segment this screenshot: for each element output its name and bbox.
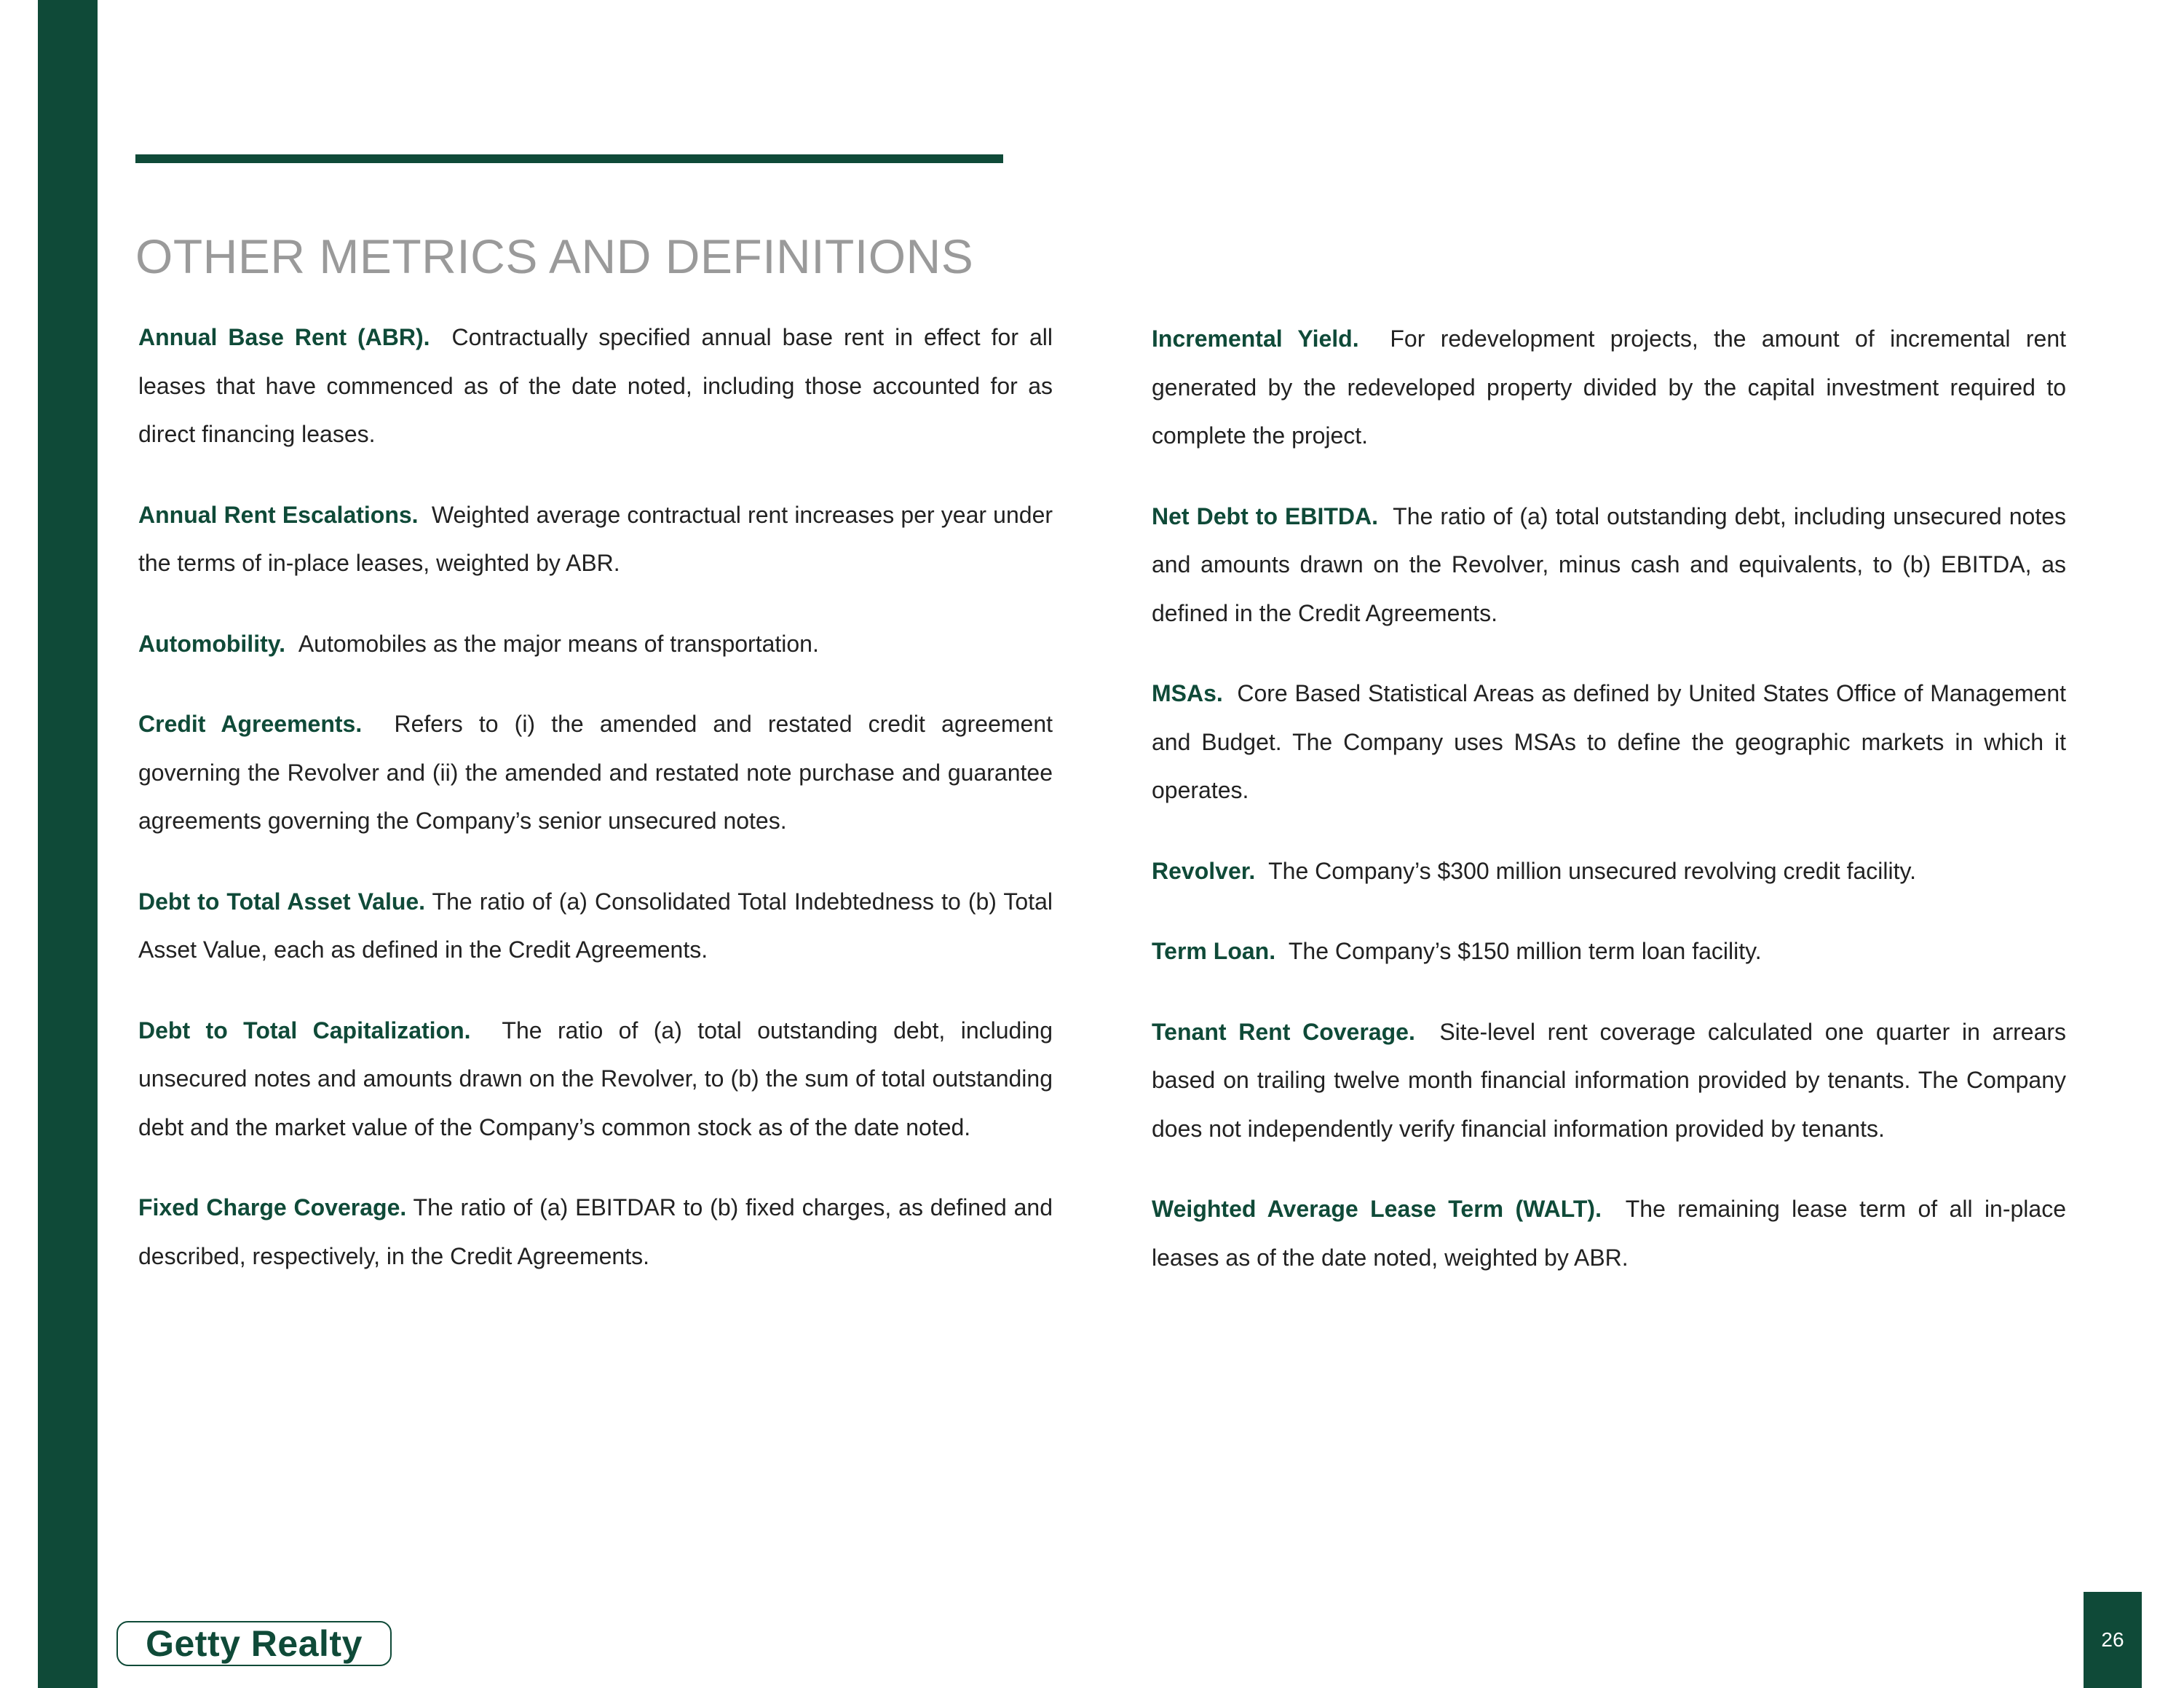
- definition-text: For redevelopment projects, the amount of incremental rent generated by the redeveloped property divided by the capital investment required to complete the project.: [1152, 326, 2067, 449]
- definition-tenant-rent-coverage: [1152, 1008, 2066, 1153]
- definition-text: Core Based Statistical Areas as defined by United States Office of Management and Budget. The Company uses MSAs to define the geographic markets in which it operates.: [1152, 680, 2067, 803]
- definition-text: Automobiles as the major means of transportation.: [298, 630, 819, 657]
- definition-text: Weighted average contractual rent increases per year under the terms of in-place leases, weighted by ABR.: [138, 501, 1053, 576]
- page-number: 26: [2084, 1592, 2142, 1688]
- definitions-right-column: [1152, 315, 2066, 1314]
- definition-fixed-charge-coverage: [138, 1183, 1053, 1280]
- definition-msas: [1152, 669, 2066, 815]
- definition-term: Fixed Charge Coverage.: [138, 1194, 407, 1220]
- definition-text: The remaining lease term of all in-place leases as of the date noted, weighted by ABR.: [1152, 1196, 2067, 1271]
- definition-term-loan: [1152, 927, 2066, 976]
- definition-term: Debt to Total Capitalization.: [138, 1017, 471, 1044]
- definition-term: Incremental Yield.: [1152, 326, 1359, 352]
- definition-term: Automobility.: [138, 630, 286, 657]
- definition-text: The ratio of (a) Consolidated Total Indebtedness to (b) Total Asset Value, each as defined in the Credit Agreements.: [138, 888, 1053, 963]
- definitions-left-column: [138, 313, 1053, 1312]
- definition-net-debt-to-ebitda: [1152, 492, 2066, 638]
- definition-incremental-yield: [1152, 315, 2066, 460]
- page-title: OTHER METRICS AND DEFINITIONS: [135, 229, 974, 284]
- definition-term: Annual Base Rent (ABR).: [138, 324, 430, 350]
- getty-realty-logo: Getty Realty: [116, 1621, 392, 1666]
- definition-text: The ratio of (a) total outstanding debt, including unsecured notes and amounts drawn on the Revolver, minus cash and equivalents, to (b) EBITDA, as defined in the Credit Agreements.: [1152, 502, 2067, 626]
- definition-text: Contractually specified annual base rent in effect for all leases that have commenced as of the date noted, including those accounted for as direct financing leases.: [138, 324, 1053, 447]
- definition-term: MSAs.: [1152, 680, 1223, 706]
- definition-debt-to-total-capitalization: [138, 1006, 1053, 1152]
- definition-automobility: [138, 620, 1053, 669]
- definition-revolver: [1152, 847, 2066, 896]
- definition-text: Site-level rent coverage calculated one quarter in arrears based on trailing twelve month financial information provided by tenants. The Company does not independently verify financial information provided by tenants.: [1152, 1018, 2067, 1142]
- definition-term: Credit Agreements.: [138, 711, 363, 737]
- definition-debt-to-total-asset-value: [138, 877, 1053, 974]
- definition-walt: [1152, 1185, 2066, 1282]
- definition-text: Refers to (i) the amended and restated credit agreement governing the Revolver and (ii) the amended and restated note purchase and guarantee agreements governing the Company’s senior unsecured notes.: [138, 711, 1053, 834]
- definition-term: Annual Rent Escalations.: [138, 501, 419, 528]
- definition-term: Net Debt to EBITDA.: [1152, 502, 1379, 529]
- definition-term: Revolver.: [1152, 857, 1256, 884]
- definition-text: The Company’s $150 million term loan facility.: [1288, 938, 1762, 964]
- definition-annual-base-rent: [138, 313, 1053, 459]
- definition-term: Tenant Rent Coverage.: [1152, 1018, 1415, 1045]
- definition-text: The ratio of (a) total outstanding debt, including unsecured notes and amounts drawn on the Revolver, to (b) the sum of total outstanding debt and the market value of the Company’s common stock as of the date noted.: [138, 1017, 1053, 1140]
- definition-term: Weighted Average Lease Term (WALT).: [1152, 1196, 1602, 1222]
- definition-text: The ratio of (a) EBITDAR to (b) fixed charges, as defined and described, respectively, in the Credit Agreements.: [138, 1194, 1053, 1269]
- definition-term: Term Loan.: [1152, 938, 1276, 964]
- definition-term: Debt to Total Asset Value.: [138, 888, 426, 915]
- left-accent-bar: [38, 0, 98, 1688]
- title-rule: [135, 154, 1003, 163]
- definition-annual-rent-escalations: [138, 491, 1053, 588]
- definition-credit-agreements: [138, 700, 1053, 845]
- definition-text: The Company’s $300 million unsecured revolving credit facility.: [1268, 857, 1916, 884]
